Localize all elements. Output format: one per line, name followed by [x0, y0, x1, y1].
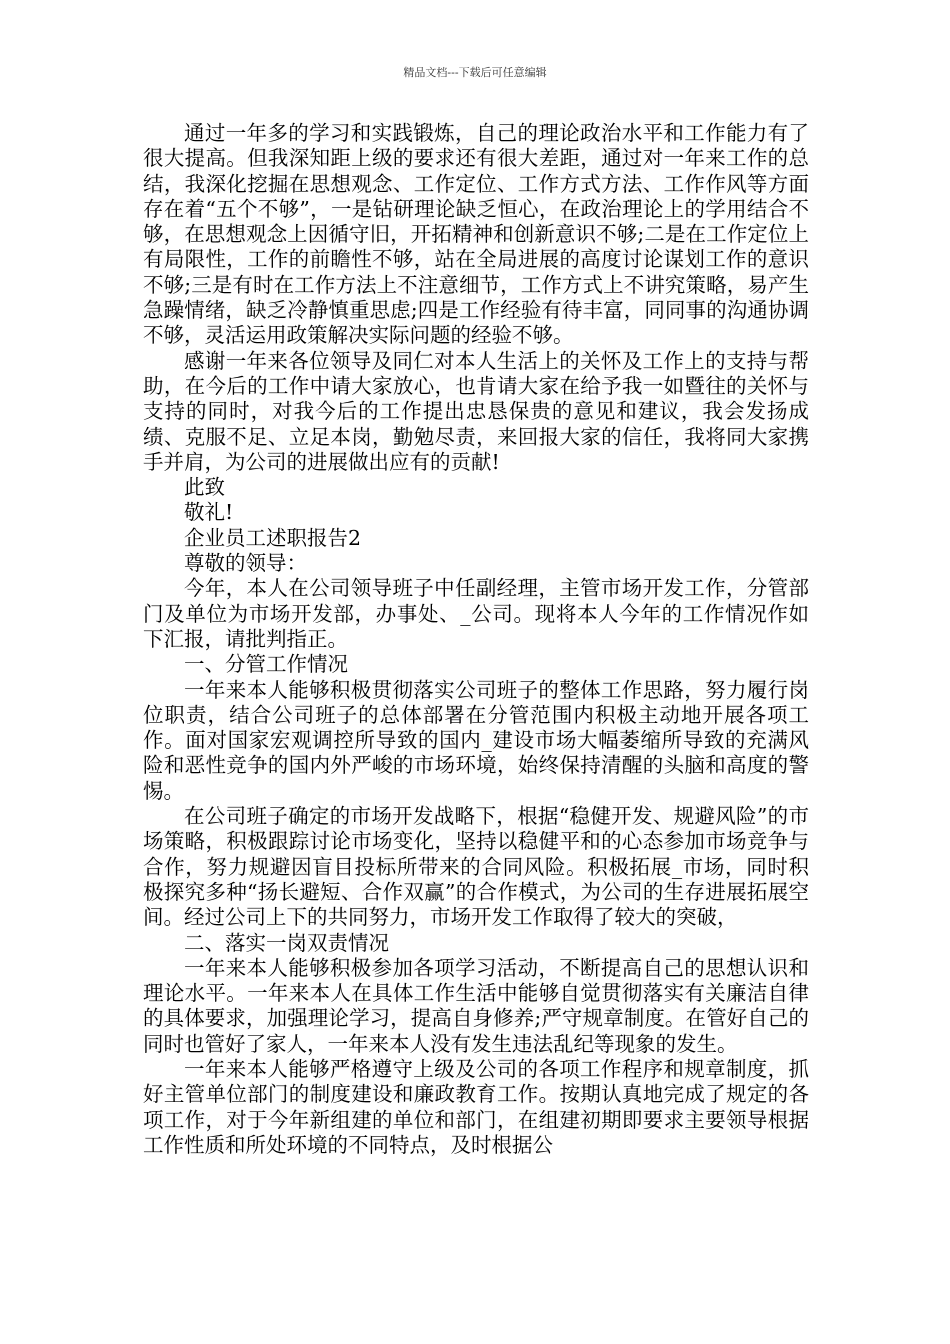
paragraph-thanks: 感谢一年来各位领导及同仁对本人生活上的关怀及工作上的支持与帮助，在今后的工作中请大家放心，也肯请大家在给予我一如暨往的关怀与支持的同时，对我今后的工作提出忠恳保贵的意见和建议，我会发扬成绩、克服不足、立足本岗，勤勉尽责，来回报大家的信任，我将同大家携手并肩，为公司的进展做出应有的贡献!: [143, 348, 809, 474]
paragraph-section1-b: 在公司班子确定的市场开发战略下，根据“稳健开发、规避风险”的市场策略，积极跟踪讨论市场变化，坚持以稳健平和的心态参加市场竞争与合作，努力规避因盲目投标所带来的合同风险。积极拓展_市场，同时积极探究多种“扬长避短、合作双赢”的合作模式，为公司的生存进展拓展空间。经过公司上下的共同努力，市场开发工作取得了较大的突破，: [143, 804, 809, 930]
section-heading-1: 一、分管工作情况: [184, 652, 348, 677]
greeting: 尊敬的领导：: [184, 551, 307, 576]
paragraph-section2-a: 一年来本人能够积极参加各项学习活动，不断提高自己的思想认识和理论水平。一年来本人在具体工作生活中能够自觉贯彻落实有关廉洁自律的具体要求，加强理论学习，提高自身修养;严守规章制度。在管好自己的同时也管好了家人，一年来本人没有发生违法乱纪等现象的发生。: [143, 955, 809, 1056]
closing-salutation: 此致: [184, 475, 225, 500]
paragraph-section1-a: 一年来本人能够积极贯彻落实公司班子的整体工作思路，努力履行岗位职责，结合公司班子的总体部署在分管范围内积极主动地开展各项工作。面对国家宏观调控所导致的国内_建设市场大幅萎缩所导致的充满风险和恶性竞争的国内外严峻的市场环境，始终保持清醒的头脑和高度的警惕。: [143, 677, 809, 803]
page-header: 精品文档---下载后可任意编辑: [403, 66, 547, 79]
paragraph-section2-b: 一年来本人能够严格遵守上级及公司的各项工作程序和规章制度，抓好主管单位部门的制度建设和廉政教育工作。按期认真地完成了规定的各项工作，对于今年新组建的单位和部门，在组建初期即要求主要领导根据工作性质和所处环境的不同特点，及时根据公: [143, 1056, 809, 1157]
paragraph-intro: 今年，本人在公司领导班子中任副经理，主管市场开发工作，分管部门及单位为市场开发部，办事处、_公司。现将本人今年的工作情况作如下汇报，请批判指正。: [143, 576, 809, 651]
paragraph-self-assessment: 通过一年多的学习和实践锻炼，自己的理论政治水平和工作能力有了很大提高。但我深知距上级的要求还有很大差距，通过对一年来工作的总结，我深化挖掘在思想观念、工作定位、工作方式方法、工作作风等方面存在着“五个不够”，一是钻研理论缺乏恒心，在政治理论上的学用结合不够，在思想观念上因循守旧，开拓精神和创新意识不够;二是在工作定位上有局限性，工作的前瞻性不够，站在全局进展的高度讨论谋划工作的意识不够;三是有时在工作方法上不注意细节，工作方式上不讲究策略，易产生急躁情绪，缺乏冷静慎重思虑;四是工作经验有待丰富，同同事的沟通协调不够，灵活运用政策解决实际问题的经验不够。: [143, 121, 809, 348]
report-title: 企业员工述职报告2: [184, 525, 362, 550]
section-heading-2: 二、落实一岗双责情况: [184, 930, 389, 955]
document-body: [143, 121, 809, 1158]
closing-regards: 敬礼!: [184, 500, 234, 525]
